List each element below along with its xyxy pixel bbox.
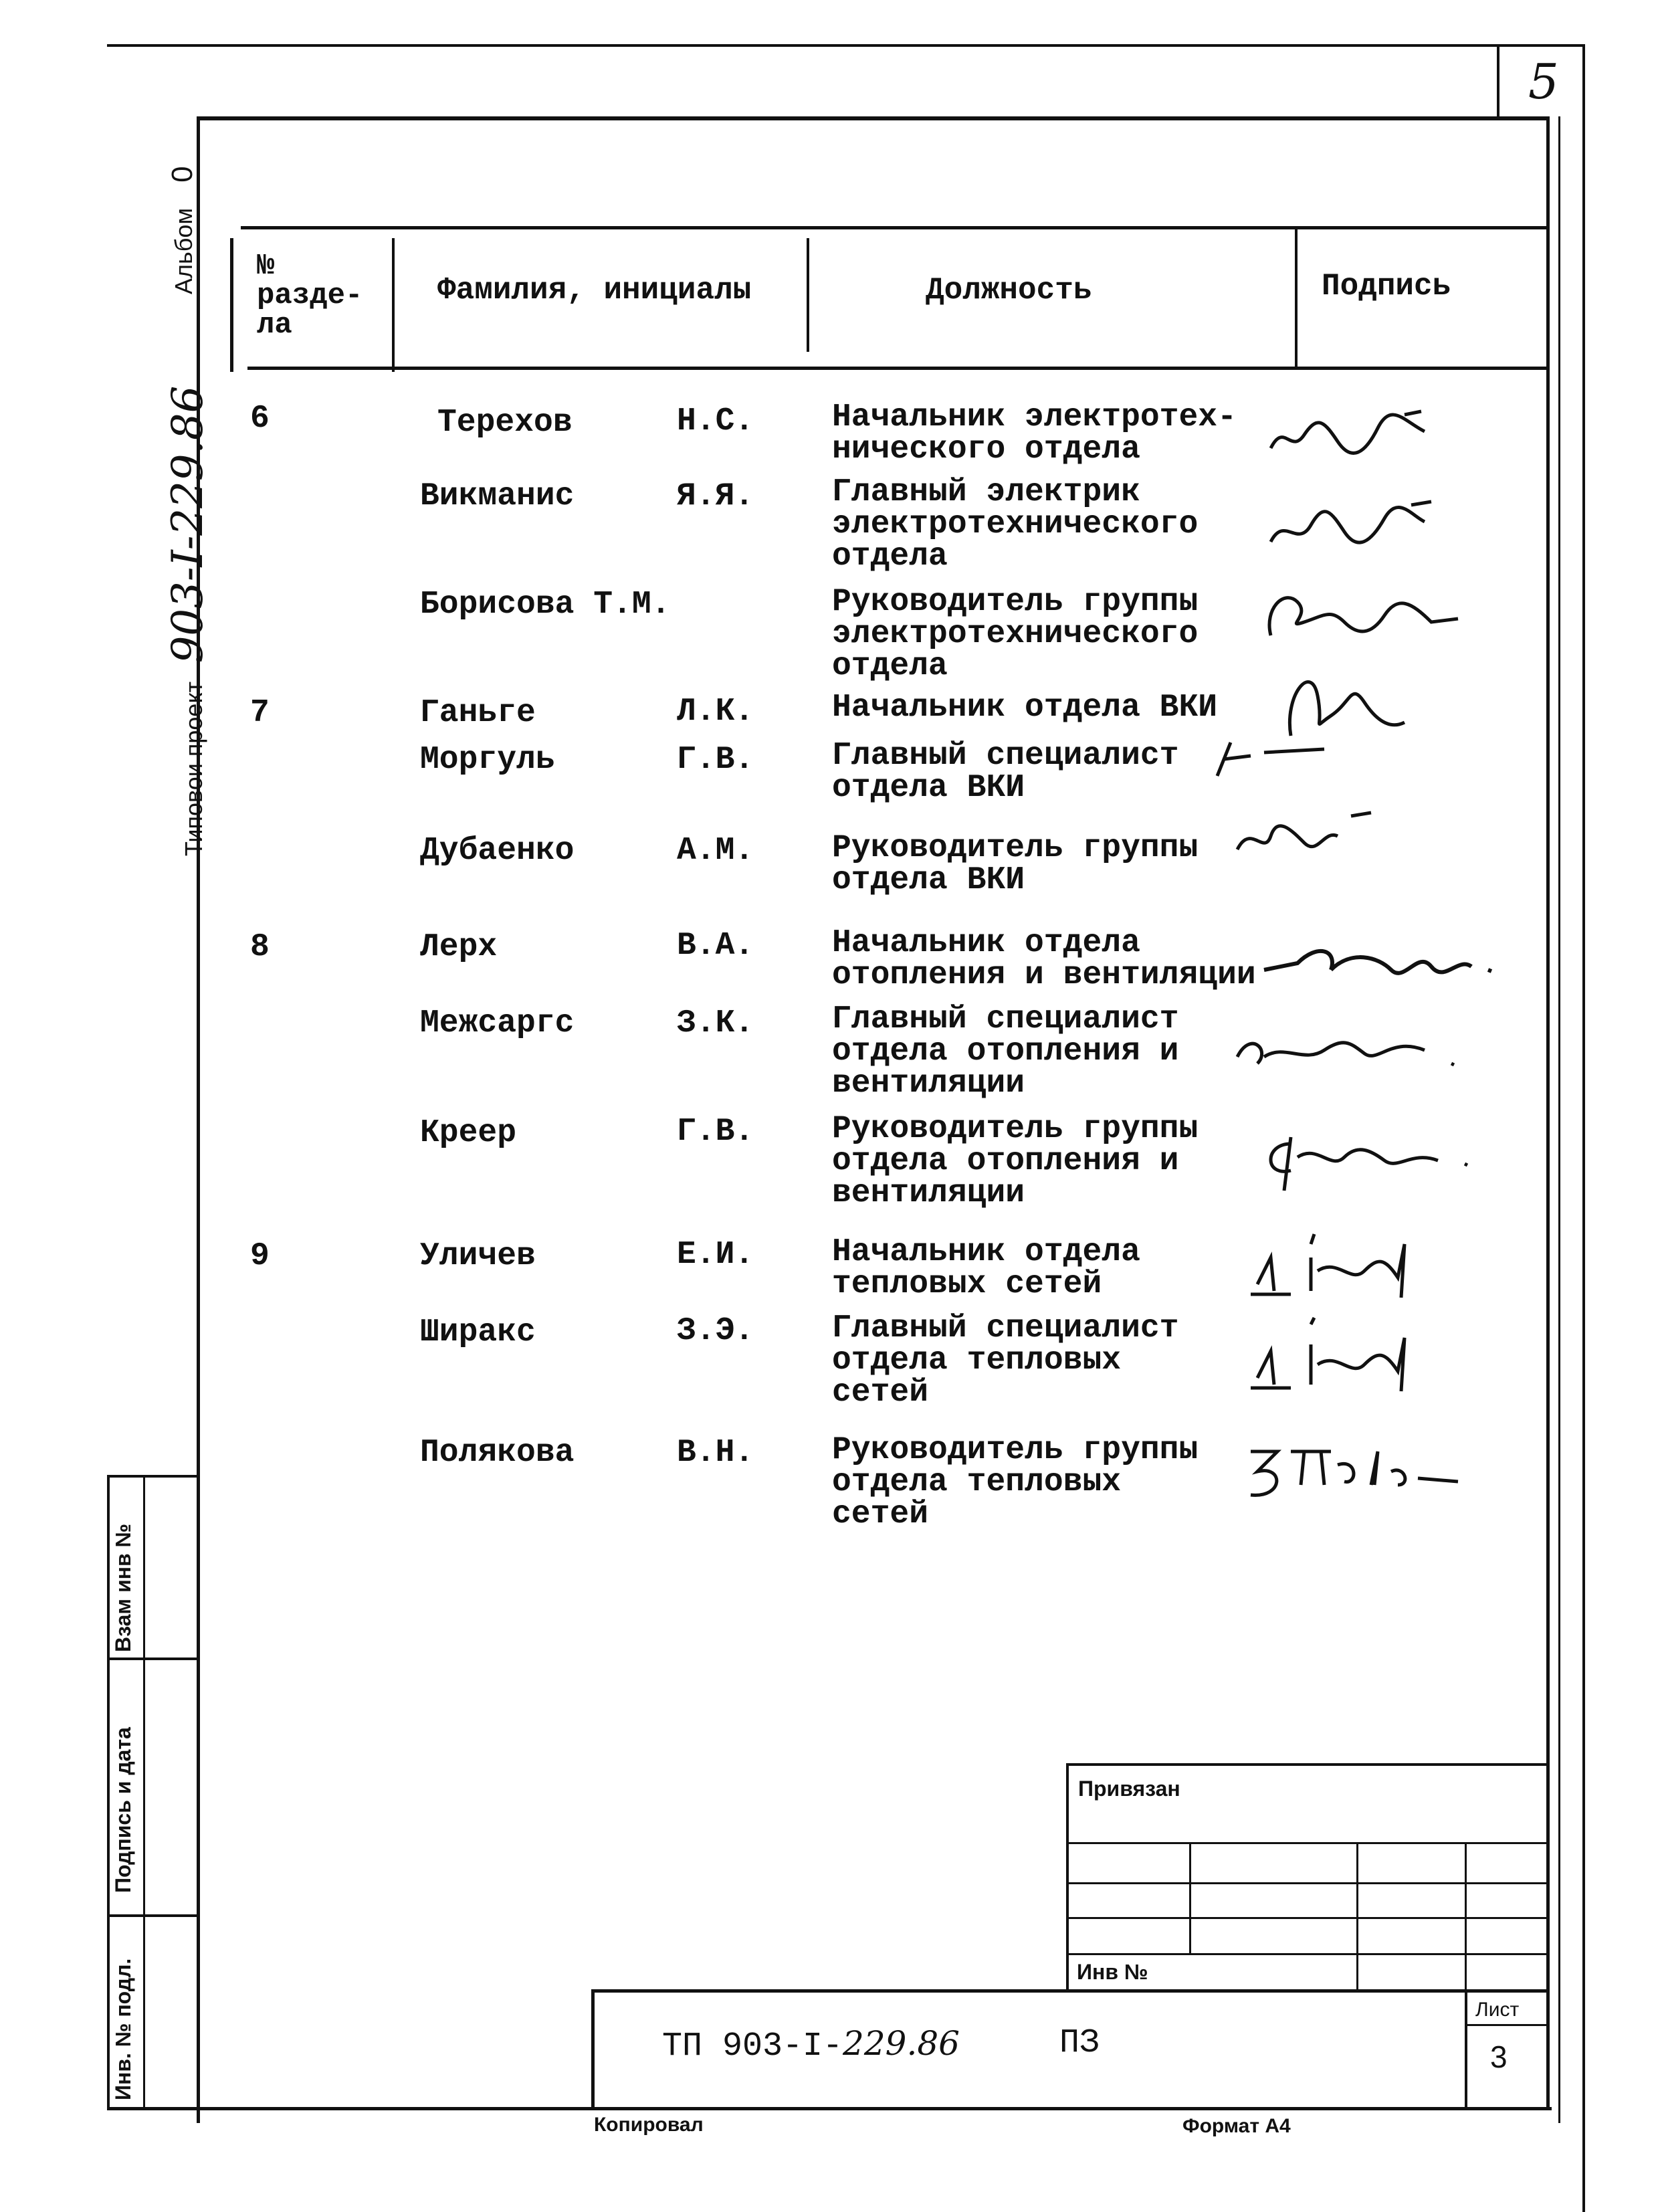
tb-row2 [1067, 1882, 1549, 1884]
stamp-inner [143, 1475, 145, 2107]
header-section-text: № разде-ла [257, 249, 363, 342]
row-initials: А.М. [677, 833, 754, 869]
row-surname: Ширакс [420, 1314, 536, 1350]
row-position: Главный электрик электротехнического отдела [832, 474, 1199, 575]
stamp-div2 [107, 1914, 198, 1917]
project-label [163, 386, 213, 856]
tb-row4 [1067, 1953, 1549, 1955]
stamp-div1 [107, 1657, 198, 1660]
tb-sheet-number: 3 [1490, 2039, 1508, 2074]
album-number: 0 [166, 166, 199, 183]
row-surname: Ганьге [420, 695, 536, 731]
project-label-text: Типовои проект [180, 681, 207, 856]
tb-col2 [1356, 1842, 1358, 1991]
row-position: Главный специалист отдела ВКИ [832, 738, 1179, 806]
tb-sheet-left [1465, 1989, 1467, 2108]
table-col-1 [392, 238, 395, 372]
tb-doc-type: ПЗ [1059, 2024, 1100, 2062]
row-position: Руководитель группы отдела тепловых сетей [832, 1432, 1199, 1532]
signature-ulichev [1244, 1217, 1445, 1308]
footer-copied: Копировал [594, 2114, 704, 2136]
row-position: Начальник электротех- нического отдела [832, 399, 1237, 468]
row-initials: В.Н. [677, 1435, 754, 1471]
album-label [166, 166, 199, 294]
tb-inv-no: Инв № [1077, 1960, 1148, 1984]
header-name: Фамилия, инициалы [437, 273, 752, 308]
signature-terekhov [1264, 408, 1438, 472]
signature-kreer [1257, 1124, 1478, 1201]
tb-privyazan: Привязан [1078, 1777, 1180, 1801]
row-section: 7 [250, 695, 270, 731]
row-surname: Уличев [420, 1238, 536, 1274]
table-col-3 [1295, 227, 1298, 369]
tb-doc-code [662, 2024, 960, 2066]
tb-col3 [1465, 1842, 1467, 1991]
tb-main-left [591, 1989, 595, 2108]
footer-format: Формат А4 [1182, 2115, 1291, 2137]
row-position: Начальник отдела отопления и вентиляции [832, 925, 1256, 993]
row-initials: Г.В. [677, 742, 754, 778]
row-surname: Борисова Т.М. [420, 587, 671, 623]
row-initials: Н.С. [677, 403, 754, 439]
row-section: 6 [250, 401, 270, 437]
row-surname: Моргуль [420, 742, 555, 778]
row-surname: Лерх [420, 929, 498, 965]
row-position: Руководитель группы отдела ВКИ [832, 830, 1199, 898]
tb-doc-code-text: ТП 903-I- [662, 2027, 843, 2066]
tb-doc-code-hand: 229.86 [843, 2024, 960, 2063]
tb-box-left [1066, 1763, 1069, 1991]
row-surname: Полякова [420, 1435, 575, 1471]
stamp-outer-left [107, 1475, 110, 2107]
row-section: 8 [250, 929, 270, 965]
row-initials: Е.И. [677, 1237, 754, 1273]
table-header-top [241, 226, 1548, 229]
row-position: Главный специалист отдела отопления и вентиляции [832, 1001, 1179, 1102]
row-position: Главный специалист отдела тепловых сетей [832, 1310, 1179, 1411]
tb-row1 [1067, 1842, 1549, 1844]
row-initials: Г.В. [677, 1114, 754, 1150]
row-surname: Терехов [437, 405, 573, 441]
album-label-text: Альбом [170, 207, 197, 294]
table-header-bottom [247, 367, 1548, 370]
row-initials: В.А. [677, 928, 754, 964]
row-surname: Креер [420, 1115, 517, 1151]
stamp-podpis-data: Подпись и дата [111, 1727, 135, 1893]
top-rule [107, 44, 1585, 47]
row-surname: Межсаргс [420, 1005, 575, 1041]
tb-sheet-label: Лист [1475, 1999, 1520, 2021]
row-initials: З.Э. [677, 1313, 754, 1349]
signature-polyakova [1237, 1431, 1465, 1508]
row-position: Начальник отдела тепловых сетей [832, 1234, 1140, 1302]
table-col-2 [807, 238, 809, 352]
signature-borisova [1257, 582, 1458, 652]
tb-sheet-mid [1465, 2024, 1549, 2026]
signature-morgul [1211, 729, 1344, 786]
page-mark-box-left [1497, 44, 1499, 118]
page-mark: 5 [1528, 54, 1559, 110]
header-position: Должность [926, 273, 1092, 308]
row-position: Руководитель группы отдела отопления и вентиляции [832, 1111, 1199, 1211]
page-mark-box-right [1582, 44, 1585, 2212]
frame-bottom [107, 2107, 1552, 2110]
header-signature: Подпись [1322, 269, 1451, 304]
row-surname: Викманис [420, 478, 575, 514]
signature-shiraks [1244, 1311, 1445, 1401]
tb-main-top [593, 1989, 1549, 1993]
tb-box-top [1067, 1763, 1549, 1766]
signature-vikmanis [1264, 495, 1438, 565]
project-code: 903-I-229.86 [163, 385, 213, 664]
signature-mezhsargs [1231, 1017, 1471, 1080]
tb-row3 [1067, 1917, 1549, 1919]
frame-top [198, 116, 1549, 120]
stamp-vzam-inv: Взам инв № [111, 1523, 135, 1652]
header-section [257, 249, 377, 342]
tb-col1 [1189, 1842, 1191, 1953]
signature-lerkh [1257, 930, 1498, 993]
row-section: 9 [250, 1238, 270, 1274]
frame-right [1546, 116, 1550, 2110]
stamp-inv-podl: Инв. № подл. [111, 1958, 135, 2100]
signature-dubaenko [1231, 809, 1378, 866]
row-initials: Я.Я. [677, 478, 754, 514]
frame-right-outer [1558, 116, 1560, 2123]
stamp-top [107, 1475, 198, 1478]
row-surname: Дубаенко [420, 833, 575, 869]
row-position: Начальник отдела ВКИ [832, 690, 1218, 726]
table-col-left [230, 238, 233, 372]
row-initials: Л.К. [677, 694, 754, 730]
row-position: Руководитель группы электротехнического отдела [832, 584, 1199, 684]
row-initials: З.К. [677, 1005, 754, 1041]
